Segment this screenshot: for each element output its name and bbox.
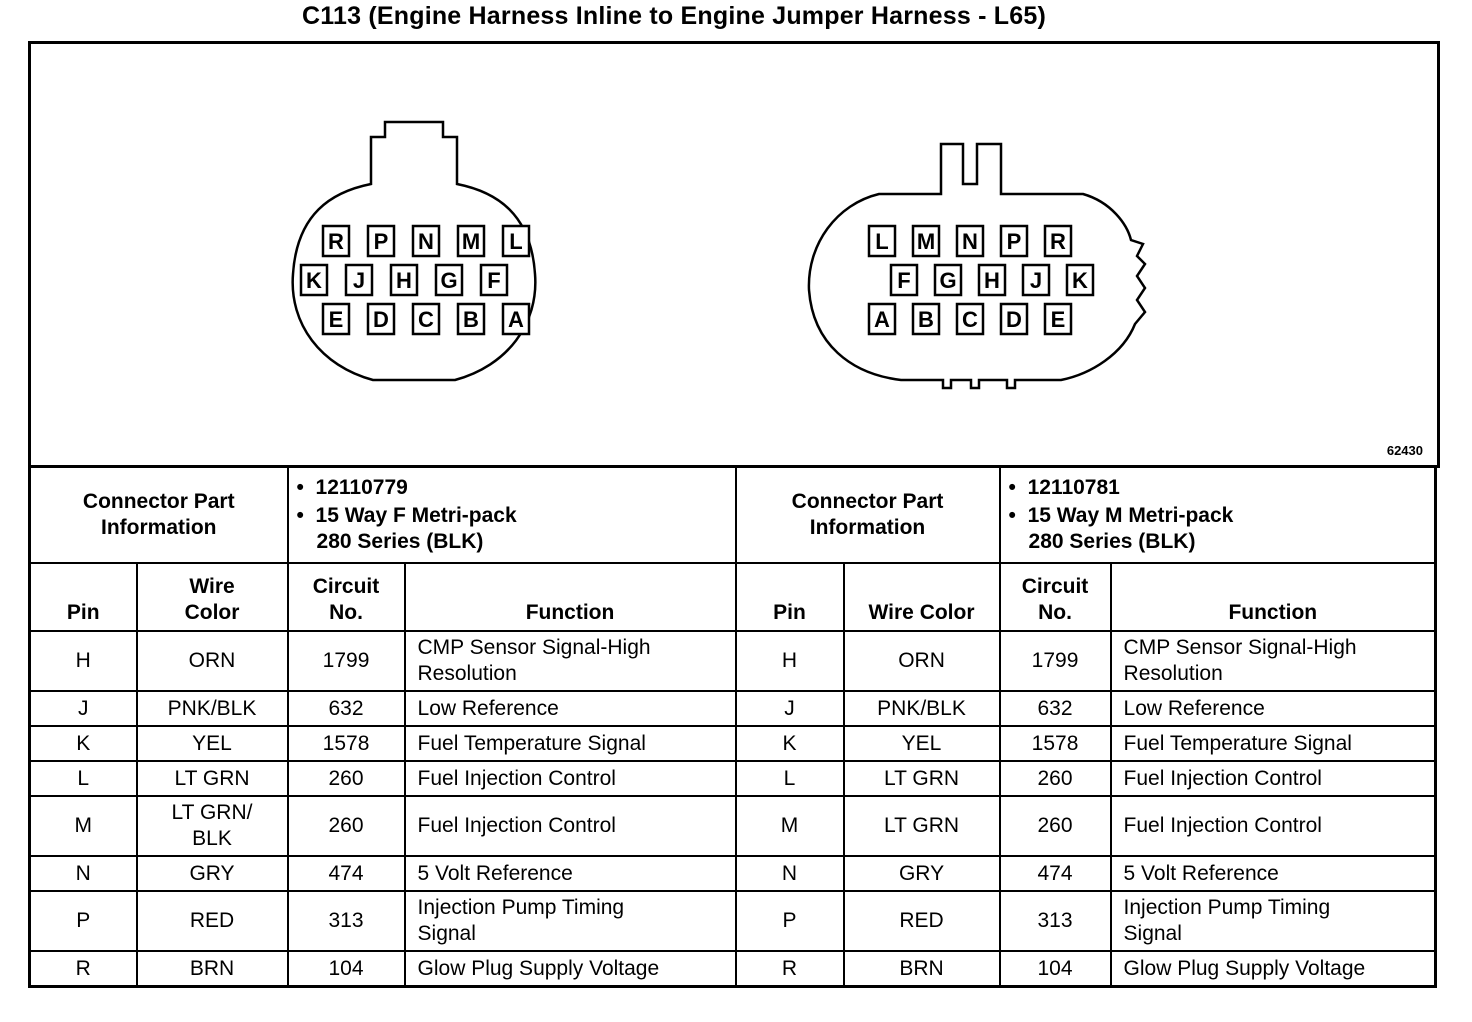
wire-color-cell: GRY [844,856,1000,891]
pin-cell: L [30,761,137,796]
left-pin-G [436,265,462,295]
wire-color-cell: PNK/BLK [844,691,1000,726]
function-cell: Low Reference [405,691,736,726]
svg-text:M: M [916,229,936,254]
wire-color-cell: LT GRN [844,761,1000,796]
svg-text:E: E [328,307,344,332]
svg-text:D: D [373,307,389,332]
right-connector-series: 280 Series (BLK) [1028,530,1196,553]
pin-cell: P [736,891,844,951]
header-function-right: Function [1111,563,1436,631]
left-pin-A [503,304,529,334]
circuit-cell: 632 [1000,691,1111,726]
svg-text:B: B [463,307,479,332]
function-cell: Fuel Temperature Signal [1111,726,1436,761]
right-part-number: • 12110781 [1008,476,1120,499]
table-row [30,726,1436,761]
wire-color-cell: YEL [137,726,288,761]
header-circuit: Circuit No. [288,563,405,631]
circuit-cell: 1799 [1000,631,1111,691]
function-cell: 5 Volt Reference [405,856,736,891]
function-cell: Glow Plug Supply Voltage [405,951,736,987]
wire-color-cell: BRN [844,951,1000,987]
svg-text:C: C [962,307,978,332]
pin-cell: M [736,796,844,856]
left-pin-M [458,226,484,256]
wire-color-cell: PNK/BLK [137,691,288,726]
figure-id: 62430 [1386,443,1423,458]
left-pin-H [391,265,417,295]
header-circuit-right: Circuit No. [1000,563,1111,631]
svg-text:H: H [984,268,1000,293]
table-row [30,856,1436,891]
left-pin-C [413,304,439,334]
connector-diagram-frame [28,41,1440,468]
svg-text:F: F [487,268,501,293]
right-info-label: Connector Part Information [736,467,1000,564]
svg-text:N: N [418,229,434,254]
function-cell: CMP Sensor Signal-High Resolution [405,631,736,691]
svg-text:M: M [461,229,481,254]
table-row [30,891,1436,951]
svg-text:D: D [1006,307,1022,332]
table-row [30,951,1436,987]
left-pin-R [323,226,349,256]
circuit-cell: 104 [1000,951,1111,987]
svg-text:F: F [897,268,911,293]
right-pin-R [1045,226,1071,256]
right-pin-D [1001,304,1027,334]
left-info [288,467,736,564]
function-cell: Fuel Injection Control [1111,796,1436,856]
svg-text:C: C [418,307,434,332]
left-pin-B [458,304,484,334]
svg-text:R: R [328,229,344,254]
left-pin-F [481,265,507,295]
right-pin-A [869,304,895,334]
pin-cell: R [736,951,844,987]
right-pin-N [957,226,983,256]
pinout-table [28,465,1437,988]
function-cell: Injection Pump Timing Signal [1111,891,1436,951]
wire-color-cell: ORN [844,631,1000,691]
svg-text:J: J [352,268,366,293]
right-pin-G [935,265,961,295]
pin-cell: L [736,761,844,796]
wire-color-cell: GRY [137,856,288,891]
pin-cell: K [30,726,137,761]
svg-text:G: G [440,268,458,293]
svg-text:K: K [1072,268,1088,293]
function-cell: CMP Sensor Signal-High Resolution [1111,631,1436,691]
function-cell: Low Reference [1111,691,1436,726]
pin-cell: N [736,856,844,891]
circuit-cell: 260 [1000,796,1111,856]
svg-text:P: P [373,229,389,254]
function-cell: Fuel Injection Control [405,796,736,856]
left-connector-pins [301,226,529,334]
function-cell: Fuel Temperature Signal [405,726,736,761]
table-row [30,761,1436,796]
pin-cell: J [736,691,844,726]
svg-text:R: R [1050,229,1066,254]
header-pin: Pin [30,563,137,631]
right-info [1000,467,1436,564]
circuit-cell: 1578 [1000,726,1111,761]
circuit-cell: 104 [288,951,405,987]
function-cell: 5 Volt Reference [1111,856,1436,891]
right-pin-C [957,304,983,334]
pin-cell: R [30,951,137,987]
left-info-label: Connector Part Information [30,467,288,564]
page-title: C113 (Engine Harness Inline to Engine Jumper Harness - L65) [302,2,1046,30]
svg-text:A: A [508,307,524,332]
circuit-cell: 474 [1000,856,1111,891]
right-connector-shell [809,144,1145,388]
pin-cell: H [30,631,137,691]
circuit-cell: 1799 [288,631,405,691]
function-cell: Fuel Injection Control [405,761,736,796]
wire-color-cell: ORN [137,631,288,691]
wire-color-cell: RED [844,891,1000,951]
right-pin-F [891,265,917,295]
wire-color-cell: LT GRN/ BLK [137,796,288,856]
circuit-cell: 313 [288,891,405,951]
left-pin-L [503,226,529,256]
right-pin-P [1001,226,1027,256]
header-wire-color-right: Wire Color [844,563,1000,631]
header-pin-right: Pin [736,563,844,631]
svg-text:L: L [875,229,889,254]
wire-color-cell: YEL [844,726,1000,761]
svg-text:P: P [1006,229,1022,254]
wire-color-cell: LT GRN [137,761,288,796]
left-pin-K [301,265,327,295]
wire-color-cell: RED [137,891,288,951]
left-pin-N [413,226,439,256]
circuit-cell: 632 [288,691,405,726]
circuit-cell: 260 [1000,761,1111,796]
right-connector-pins [869,226,1093,334]
pin-cell: K [736,726,844,761]
left-pin-E [323,304,349,334]
pin-cell: M [30,796,137,856]
pin-cell: J [30,691,137,726]
left-connector-type: • 15 Way F Metri-pack [296,504,517,527]
circuit-cell: 260 [288,796,405,856]
svg-text:K: K [306,268,322,293]
right-pin-L [869,226,895,256]
table-row [30,691,1436,726]
connector-info-row [30,467,1436,564]
right-pin-H [979,265,1005,295]
left-connector-series: 280 Series (BLK) [316,530,484,553]
wire-color-cell: LT GRN [844,796,1000,856]
circuit-cell: 260 [288,761,405,796]
svg-text:H: H [396,268,412,293]
table-row [30,796,1436,856]
table-row [30,631,1436,691]
svg-text:L: L [509,229,523,254]
svg-text:N: N [962,229,978,254]
svg-text:G: G [939,268,957,293]
svg-text:B: B [918,307,934,332]
circuit-cell: 474 [288,856,405,891]
right-pin-M [913,226,939,256]
left-pin-D [368,304,394,334]
function-cell: Glow Plug Supply Voltage [1111,951,1436,987]
wire-color-cell: BRN [137,951,288,987]
circuit-cell: 313 [1000,891,1111,951]
right-pin-J [1023,265,1049,295]
svg-text:A: A [874,307,890,332]
circuit-cell: 1578 [288,726,405,761]
svg-text:J: J [1029,268,1043,293]
pin-cell: H [736,631,844,691]
right-pin-B [913,304,939,334]
pin-cell: N [30,856,137,891]
svg-text:E: E [1050,307,1066,332]
right-connector-type: • 15 Way M Metri-pack [1008,504,1234,527]
header-function: Function [405,563,736,631]
pin-cell: P [30,891,137,951]
right-pin-K [1067,265,1093,295]
header-wire-color: Wire Color [137,563,288,631]
left-pin-J [346,265,372,295]
left-part-number: • 12110779 [296,476,408,499]
function-cell: Fuel Injection Control [1111,761,1436,796]
right-pin-E [1045,304,1071,334]
connector-diagram [31,44,1437,468]
column-header-row [30,563,1436,631]
left-pin-P [368,226,394,256]
function-cell: Injection Pump Timing Signal [405,891,736,951]
